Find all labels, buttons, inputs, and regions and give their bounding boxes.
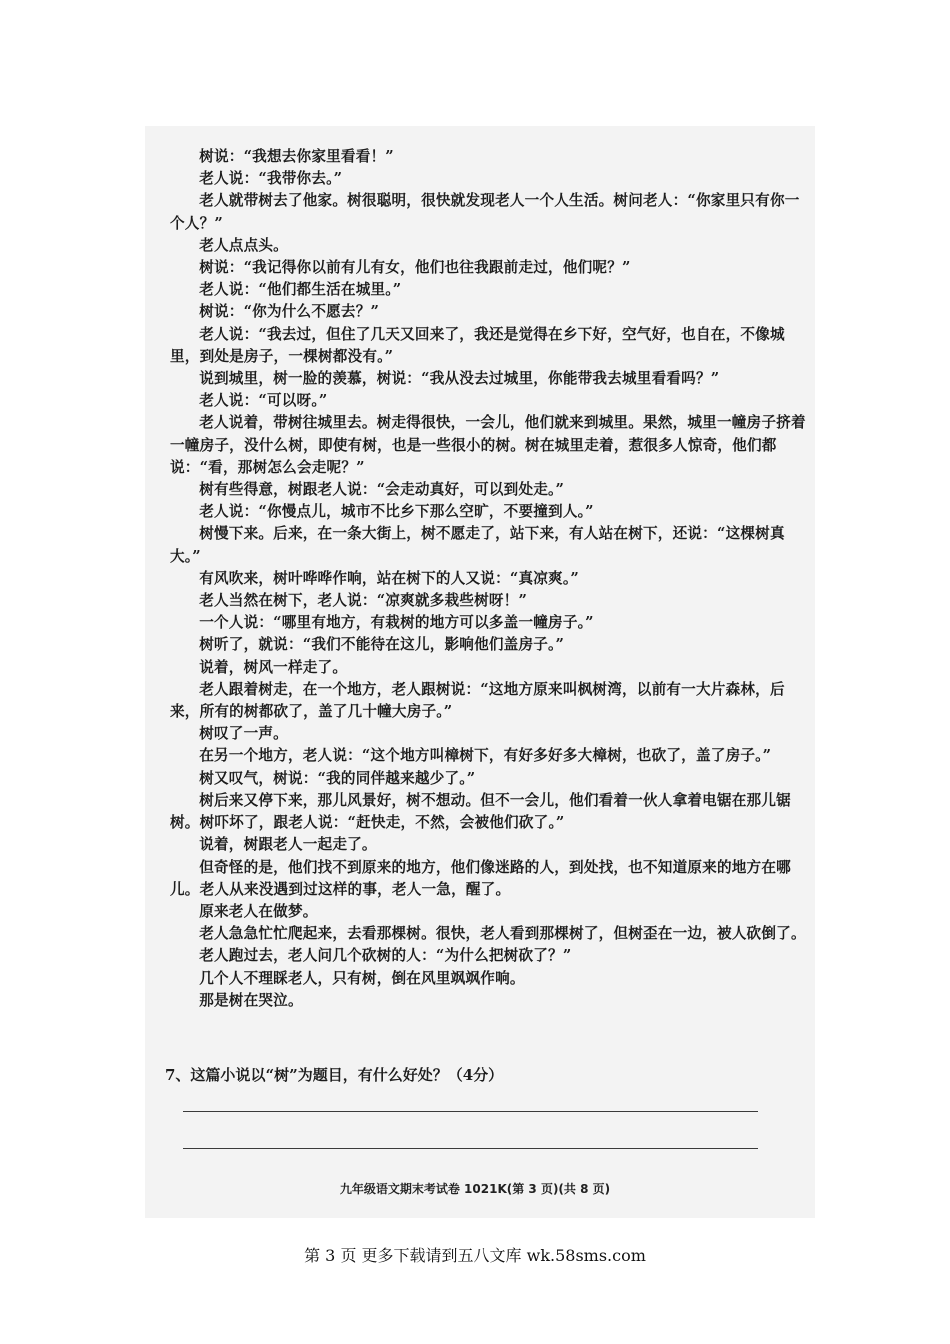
story-paragraph: 那是树在哭泣。	[199, 991, 303, 1009]
story-paragraph: 老人说：“他们都生活在城里。”	[199, 281, 402, 299]
answer-line[interactable]	[183, 1111, 758, 1112]
story-paragraph: 有风吹来，树叶哗哗作响，站在树下的人又说：“真凉爽。”	[199, 569, 579, 587]
story-paragraph: 树听了，就说：“我们不能待在这儿，影响他们盖房子。”	[199, 636, 565, 654]
story-paragraph: 老人当然在树下，老人说：“凉爽就多栽些树呀！”	[199, 592, 528, 610]
story-paragraph: 老人点点头。	[199, 236, 288, 254]
download-footer: 第 3 页 更多下载请到五八文库 wk.58sms.com	[304, 1246, 646, 1265]
story-paragraph: 老人说：“你慢点儿，城市不比乡下那么空旷，不要撞到人。”	[199, 503, 594, 521]
story-paragraph: 一个人说：“哪里有地方，有栽树的地方可以多盖一幢房子。”	[199, 614, 594, 632]
story-text	[170, 146, 810, 1012]
story-paragraph: 树说：“我记得你以前有儿有女，他们也往我跟前走过，他们呢？”	[199, 259, 631, 277]
story-paragraph: 说到城里，树一脸的羡慕，树说：“我从没去过城里，你能带我去城里看看吗？”	[199, 370, 720, 388]
story-paragraph: 树后来又停下来，那儿风景好，树不想动。但不一会儿，他们看着一伙人拿着电锯在那儿锯树。树吓坏了，跟老人说：“赶快走，不然，会被他们砍了。”	[170, 791, 791, 832]
answer-line[interactable]	[183, 1148, 758, 1149]
story-paragraph: 树慢下来。后来，在一条大街上，树不愿走了，站下来，有人站在树下，还说：“这棵树真大。”	[170, 525, 785, 565]
story-paragraph: 原来老人在做梦。	[199, 902, 318, 920]
story-paragraph: 老人说：“我去过，但住了几天又回来了，我还是觉得在乡下好，空气好，也自在，不像城里，到处是房子，一棵树都没有。”	[170, 325, 785, 365]
story-paragraph: 老人说：“我带你去。”	[199, 170, 343, 188]
story-paragraph: 说着，树跟老人一起走了。	[199, 836, 377, 854]
story-paragraph: 但奇怪的是，他们找不到原来的地方，他们像迷路的人，到处找，也不知道原来的地方在哪儿。老人从来没遇到过这样的事，老人一急，醒了。	[170, 858, 791, 898]
story-paragraph: 树有些得意，树跟老人说：“会走动真好，可以到处走。”	[199, 481, 565, 499]
story-paragraph: 老人跟着树走，在一个地方，老人跟树说：“这地方原来叫枫树湾，以前有一大片森林，后来，所有的树都砍了，盖了几十幢大房子。”	[170, 680, 785, 721]
story-paragraph: 老人说着，带树往城里去。树走得很快，一会儿，他们就来到城里。果然，城里一幢房子挤着一幢房子，没什么树，即使有树，也是一些很小的树。树在城里走着，惹很多人惊奇，他们都说：“看，那树怎么会走呢？”	[170, 414, 806, 476]
story-paragraph: 树说：“我想去你家里看看！”	[199, 148, 394, 165]
story-paragraph: 老人说：“可以呀。”	[199, 392, 328, 410]
story-paragraph: 老人急急忙忙爬起来，去看那棵树。很快，老人看到那棵树了，但树歪在一边，被人砍倒了。	[199, 925, 806, 943]
story-paragraph: 老人跑过去，老人问几个砍树的人：“为什么把树砍了？”	[199, 947, 572, 965]
question-7: 7、这篇小说以“树”为题目，有什么好处？（4分）	[165, 1066, 504, 1084]
story-paragraph: 树叹了一声。	[199, 725, 288, 743]
story-paragraph: 说着，树风一样走了。	[199, 658, 348, 676]
story-paragraph: 老人就带树去了他家。树很聪明，很快就发现老人一个人生活。树问老人：“你家里只有你一个人？”	[170, 192, 800, 232]
story-paragraph: 树说：“你为什么不愿去？”	[199, 303, 380, 321]
exam-page-footer: 九年级语文期末考试卷 1021K(第 3 页)(共 8 页)	[339, 1182, 611, 1196]
story-paragraph: 几个人不理睬老人，只有树，倒在风里飒飒作响。	[199, 969, 525, 987]
story-paragraph: 在另一个地方，老人说：“这个地方叫樟树下，有好多好多大樟树，也砍了，盖了房子。”	[199, 747, 772, 765]
story-paragraph: 树又叹气，树说：“我的同伴越来越少了。”	[199, 769, 476, 787]
